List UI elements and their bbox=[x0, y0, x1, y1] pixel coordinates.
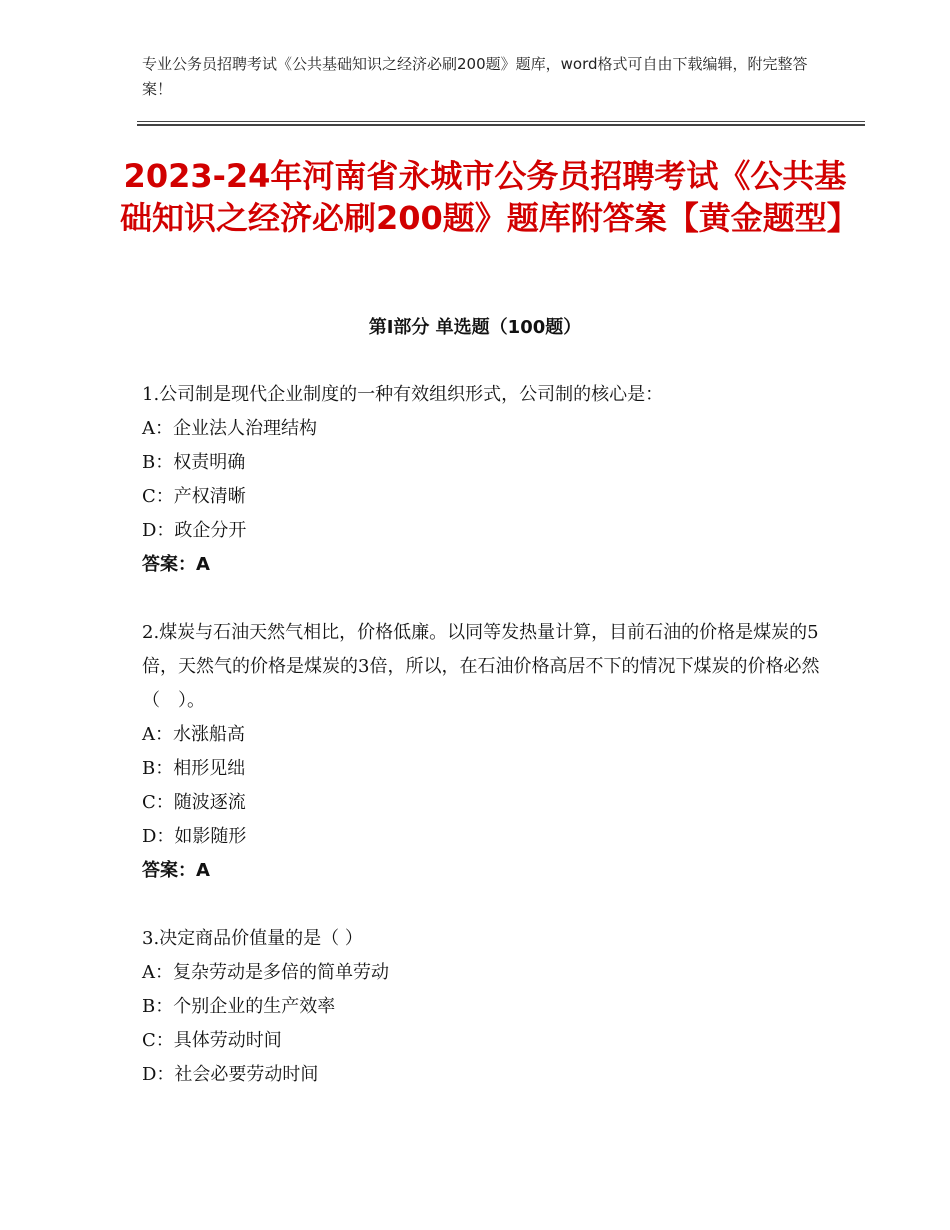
document-title: 2023-24年河南省永城市公务员招聘考试《公共基础知识之经济必刷200题》题库附答案【黄金题型】 bbox=[120, 157, 859, 237]
header-divider bbox=[137, 121, 865, 122]
option-d: D：如影随形 bbox=[142, 826, 247, 847]
option-a: A：企业法人治理结构 bbox=[142, 418, 317, 439]
header-note: 专业公务员招聘考试《公共基础知识之经济必刷200题》题库，word格式可自由下载编辑，附完整答案！ bbox=[142, 55, 808, 98]
question-stem: 2.煤炭与石油天然气相比，价格低廉。以同等发热量计算，目前石油的价格是煤炭的5倍，天然气的价格是煤炭的3倍，所以，在石油价格高居不下的情况下煤炭的价格必然（ ）。 bbox=[142, 622, 820, 711]
answer: 答案：A bbox=[142, 860, 210, 881]
option-c: C：随波逐流 bbox=[142, 792, 246, 813]
option-d: D：社会必要劳动时间 bbox=[142, 1064, 319, 1085]
answer: 答案：A bbox=[142, 554, 210, 575]
option-d: D：政企分开 bbox=[142, 520, 247, 541]
option-b: B：权责明确 bbox=[142, 452, 246, 473]
option-c: C：产权清晰 bbox=[142, 486, 246, 507]
option-a: A：水涨船高 bbox=[142, 724, 245, 745]
option-a: A：复杂劳动是多倍的简单劳动 bbox=[142, 962, 389, 983]
question-stem: 3.决定商品价值量的是（ ） bbox=[142, 928, 363, 949]
question-list bbox=[142, 378, 822, 1126]
section-heading: 第Ⅰ部分 单选题（100题） bbox=[368, 317, 582, 338]
question-1 bbox=[142, 378, 822, 582]
option-b: B：个别企业的生产效率 bbox=[142, 996, 336, 1017]
header-divider-thick bbox=[137, 124, 865, 126]
option-b: B：相形见绌 bbox=[142, 758, 246, 779]
option-c: C：具体劳动时间 bbox=[142, 1030, 282, 1051]
question-2 bbox=[142, 616, 822, 888]
question-stem: 1.公司制是现代企业制度的一种有效组织形式，公司制的核心是： bbox=[142, 384, 664, 405]
question-3 bbox=[142, 922, 822, 1092]
